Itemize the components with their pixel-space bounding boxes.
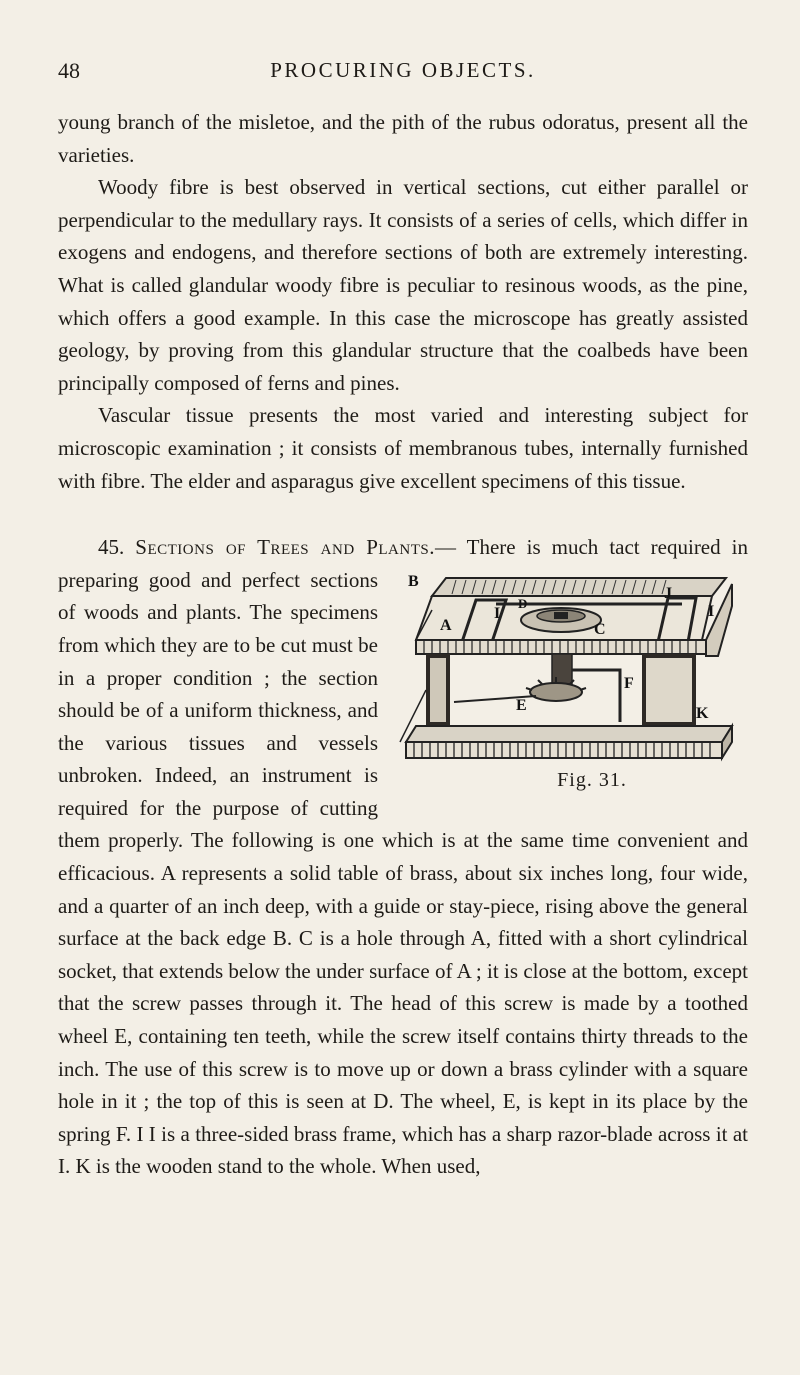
label-a: A <box>440 616 452 634</box>
section-number: 45. <box>98 535 125 560</box>
paragraph-2: Woody fibre is best observed in vertical sections, cut either parallel or perpendicular to the medullary rays. It consists of a series of cells, which differ in exogens and endogens, and therefore sections of both are extremely interesting. What is called glandular woody fibre is peculiar to resinous woods, as the pine, which offers a good example. In this case the microscope has greatly assisted geology, by proving from this glandular structure that the coalbeds have been principally composed of ferns and pines. <box>58 175 748 395</box>
running-head: PROCURING OBJECTS. <box>270 58 536 82</box>
label-k: K <box>696 704 709 722</box>
page-number: 48 <box>58 58 80 83</box>
section-45-paragraph <box>58 531 748 1183</box>
paragraph-3: Vascular tissue presents the most varied and interesting subject for microscopic examination ; it consists of membranous tubes, internally furnished with fibre. The elder and asparagus give excellent specimens of this tissue. <box>58 403 748 493</box>
paragraph-1: young branch of the misletoe, and the pith of the rubus odoratus, present all the varieties. <box>58 110 748 167</box>
figure-caption: Fig. 31. <box>557 768 627 791</box>
label-b: B <box>408 572 419 590</box>
microtome-illustration <box>396 570 748 770</box>
body-text <box>58 106 748 1183</box>
page-header <box>58 58 748 92</box>
label-f: F <box>624 674 634 692</box>
label-d: D <box>518 595 528 611</box>
label-e: E <box>516 696 527 714</box>
label-c: C <box>594 620 606 638</box>
figure-31 <box>396 570 748 798</box>
section-heading: Sections of Trees and Plants. <box>135 535 435 560</box>
label-j: J <box>664 584 672 602</box>
section-text: — There is much tact required in preparing good and perfect sections of woods and plants. The specimens from which they are to be cut must be in a proper condition ; the section should be of a uniform thickness, and the various tissues and vessels unbroken. Indeed, an instrument is required for the purpose of cutting them properly. The following is one which is at the same time convenient and efficacious. A represents a solid table of brass, about six inches long, four wide, and a quarter of an inch deep, with a guide or stay-piece, rising above the general surface at the back edge B. C is a hole through A, fitted with a short cylindrical socket, that extends below the under surface of A ; it is close at the bottom, except that the screw passes through it. The head of this screw is made by a toothed wheel E, containing ten teeth, while the screw itself contains thirty threads to the inch. The use of this screw is to move up or down a brass cylinder with a square hole in it ; the top of this is seen at D. The wheel, E, is kept in its place by the spring F. I I is a three-sided brass frame, which has a sharp razor-blade across it at I. K is the wooden stand to the whole. When used, <box>58 535 748 1179</box>
label-i-right: I <box>708 602 715 620</box>
label-i-left: I <box>494 604 501 622</box>
